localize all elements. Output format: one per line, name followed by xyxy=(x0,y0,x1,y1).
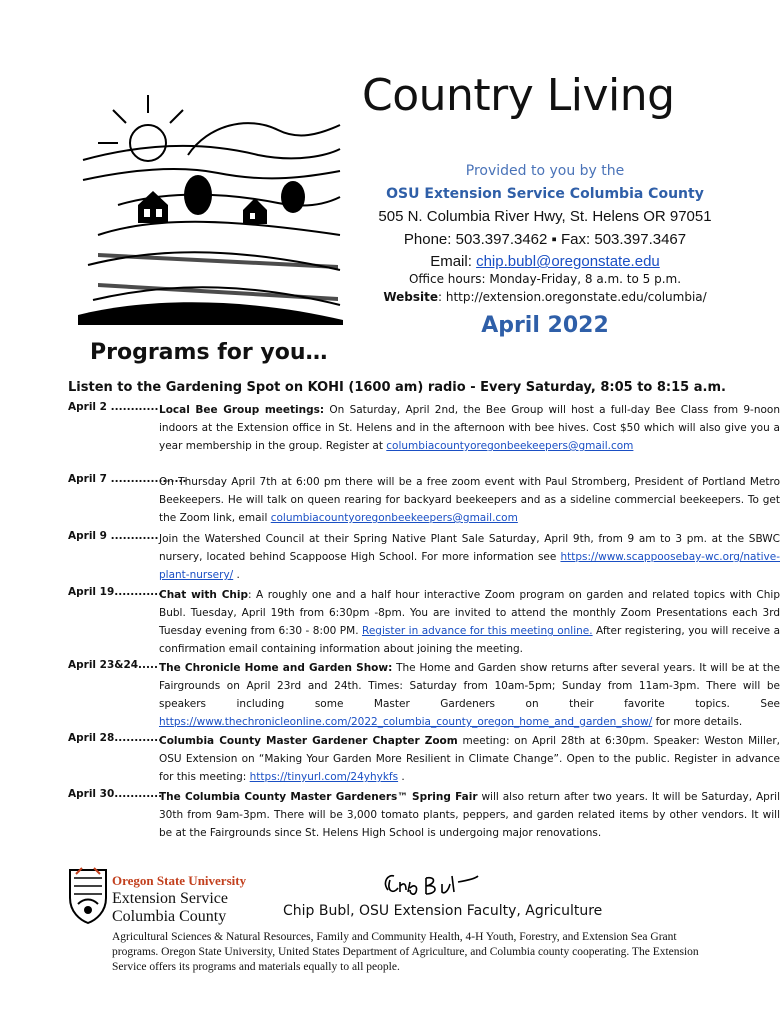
office-hours-text: Office hours: Monday-Friday, 8 a.m. to 5 p.m. xyxy=(408,272,682,286)
event-date: April 23&24..... xyxy=(68,659,158,671)
disclaimer-text: Agricultural Sciences & Natural Resources, Family and Community Health, 4-H Youth, Forestry, and Extension Sea Grant programs. Oregon State University, United States Department of Agriculture, and Columbia county cooperating. The Extension Service offers its programs and materials equally to all people. xyxy=(112,931,699,973)
event-title: The Columbia County Master Gardeners™ Spring Fair xyxy=(159,791,478,803)
website-line xyxy=(360,290,730,304)
country-landscape-illustration xyxy=(78,85,343,325)
event-text: Join the Watershed Council at their Spring Native Plant Sale Saturday, April 9th, from 9 am to 3 pm. at the SBWC nursery, located behind Scappoose High School. For more information see xyxy=(159,533,780,563)
event-date: April 19............ xyxy=(68,586,163,598)
osu-logo-line2: Extension Service xyxy=(112,890,228,907)
event-link[interactable]: https://tinyurl.com/24yhykfs xyxy=(249,771,399,783)
provided-by-text: Provided to you by the xyxy=(465,163,625,179)
event-link[interactable]: https://www.thechronicleonline.com/2022_columbia_county_oregon_home_and_garden_show/ xyxy=(159,716,653,728)
event-description xyxy=(159,788,780,842)
event-after: After registering, you will receive a confirmation email containing information about joining the meeting. xyxy=(159,625,780,655)
event-date: April 2 ............ xyxy=(68,401,159,413)
email-link[interactable]: chip.bubl@oregonstate.edu xyxy=(476,253,660,270)
website-url: : http://extension.oregonstate.edu/columbia/ xyxy=(438,290,707,304)
issue-month: April 2022 xyxy=(481,313,609,338)
osu-logo-line1: Oregon State University xyxy=(112,873,247,888)
website-label: Website xyxy=(383,290,438,304)
email-line xyxy=(360,253,730,270)
event-title: Local Bee Group meetings: xyxy=(159,404,325,416)
event-link[interactable]: columbiacountyoregonbeekeepers@gmail.com xyxy=(386,440,634,452)
radio-listen-line: Listen to the Gardening Spot on KOHI (1600 am) radio - Every Saturday, 8:05 to 8:15 a.m. xyxy=(68,380,726,395)
event-date: April 28............ xyxy=(68,732,163,744)
phone-fax-text: Phone: 503.397.3462 ▪ Fax: 503.397.3467 xyxy=(403,231,687,248)
event-title: The Chronicle Home and Garden Show: xyxy=(159,662,393,674)
event-link[interactable]: https://www.scappoosebay-wc.org/native-plant-nursery/ xyxy=(159,551,780,581)
event-link[interactable]: columbiacountyoregonbeekeepers@gmail.com xyxy=(270,512,518,524)
address-text: 505 N. Columbia River Hwy, St. Helens OR 97051 xyxy=(378,208,712,225)
event-description xyxy=(159,659,780,731)
event-text: The Home and Garden show returns after several years. It will be at the Fairgrounds on April 23rd and 24th. Times: Saturday from 10am-5pm; Sunday from 11am-3pm. There will be speakers including some Master Gardeners on their favorite topics. See xyxy=(159,662,780,710)
event-text: will also return after two years. It will be Saturday, April 30th from 9am-3pm. There will be 3,000 tomato plants, peppers, and garden related items by other vendors. It will be at the Fairgrounds since St. Helens High School is undergoing major renovations. xyxy=(159,791,780,839)
event-text: On Thursday April 7th at 6:00 pm there will be a free zoom event with Paul Stromberg, President of Portland Metro Beekeepers. He will talk on queen rearing for backyard beekeepers and as a sideline commercial beekeepers. To get the Zoom link, email xyxy=(159,476,780,524)
programs-heading: Programs for you… xyxy=(90,340,328,365)
signer-name: Chip Bubl, OSU Extension Faculty, Agriculture xyxy=(283,903,603,919)
newsletter-title: Country Living xyxy=(362,70,675,121)
event-date: April 7 ................... xyxy=(68,473,187,485)
organization-name: OSU Extension Service Columbia County xyxy=(386,186,704,202)
event-date: April 30............ xyxy=(68,788,163,800)
event-description xyxy=(159,732,780,786)
handwritten-signature xyxy=(380,868,480,902)
event-after: . xyxy=(398,771,405,783)
event-after: for more details. xyxy=(652,716,743,728)
event-text: On Saturday, April 2nd, the Bee Group will host a full-day Bee Class from 9-noon indoors at the Extension office in St. Helens and in the afternoon with bee hives. Cost $50 which will also give you a year membership in the group. Register at xyxy=(159,404,780,452)
event-link[interactable]: Register in advance for this meeting online. xyxy=(362,625,593,637)
email-label: Email: xyxy=(430,253,477,270)
event-title: Chat with Chip xyxy=(159,589,249,601)
event-text: : A roughly one and a half hour interactive Zoom program on garden and related topics with Chip Bubl. Tuesday, April 19th from 6:30pm -8pm. You are invited to attend the monthly Zoom Presentations each 3rd Tuesday evening from 6:30 - 8:00 PM. xyxy=(159,589,780,637)
event-description xyxy=(159,401,780,455)
event-text: meeting: on April 28th at 6:30pm. Speaker: Weston Miller, OSU Extension on “Making Your Garden More Resilient in Climate Change”. Open to the public. Register in advance for this meeting: xyxy=(159,735,780,783)
osu-logo-line3: Columbia County xyxy=(112,908,227,925)
event-after: . xyxy=(233,569,240,581)
event-description xyxy=(159,530,780,584)
event-description xyxy=(159,586,780,658)
event-description xyxy=(159,473,780,527)
event-title: Columbia County Master Gardener Chapter Zoom xyxy=(159,735,458,747)
event-date: April 9 ............ xyxy=(68,530,159,542)
